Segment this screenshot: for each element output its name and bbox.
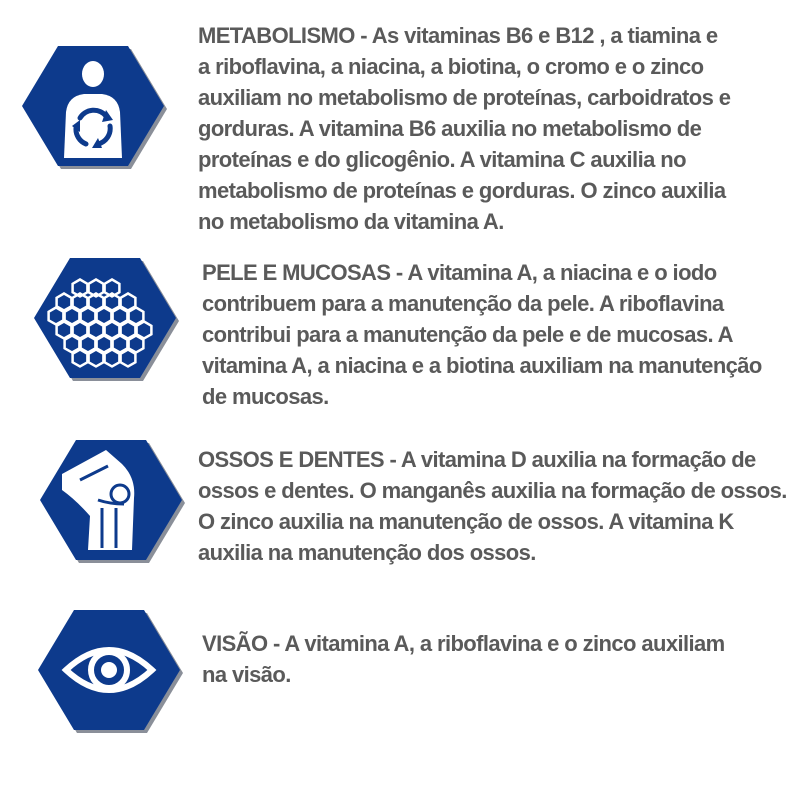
hexagon-badge [18, 40, 168, 172]
text-line: metabolismo de proteínas e gorduras. O zinco auxilia [198, 178, 726, 203]
text-line: contribui para a manutenção da pele e de mucosas. A [202, 322, 733, 347]
text-line: ossos e dentes. O manganês auxilia na formação de ossos. [198, 478, 787, 503]
text-line: auxilia na manutenção dos ossos. [198, 540, 536, 565]
text-line: a riboflavina, a niacina, a biotina, o cromo e o zinco [198, 54, 704, 79]
text-line: gorduras. A vitamina B6 auxilia no metabolismo de [198, 116, 702, 141]
skin-cells-icon [30, 252, 180, 384]
text-line: auxiliam no metabolismo de proteínas, carboidratos e [198, 85, 731, 110]
hexagon-badge [34, 604, 184, 736]
text-line: O zinco auxilia na manutenção de ossos. A vitamina K [198, 509, 734, 534]
hexagon-badge [30, 252, 180, 384]
section-text [198, 444, 787, 568]
text-line: contribuem para a manutenção da pele. A riboflavina [202, 291, 724, 316]
text-line: OSSOS E DENTES - A vitamina D auxilia na formação de [198, 447, 756, 472]
text-line: na visão. [202, 662, 291, 687]
text-line: METABOLISMO - As vitaminas B6 e B12 , a tiamina e [198, 23, 718, 48]
body-metabolism-icon [18, 40, 168, 172]
text-line: no metabolismo da vitamina A. [198, 209, 504, 234]
text-line: VISÃO - A vitamina A, a riboflavina e o zinco auxiliam [202, 631, 725, 656]
eye-icon [34, 604, 184, 736]
text-line: vitamina A, a niacina e a biotina auxiliam na manutenção [202, 353, 762, 378]
knee-joint-icon [36, 434, 186, 566]
text-line: PELE E MUCOSAS - A vitamina A, a niacina e o iodo [202, 260, 717, 285]
hexagon-badge [36, 434, 186, 566]
text-line: de mucosas. [202, 384, 329, 409]
section-text [202, 257, 762, 412]
text-line: proteínas e do glicogênio. A vitamina C auxilia no [198, 147, 686, 172]
section-text [202, 628, 725, 690]
section-text [198, 20, 730, 237]
